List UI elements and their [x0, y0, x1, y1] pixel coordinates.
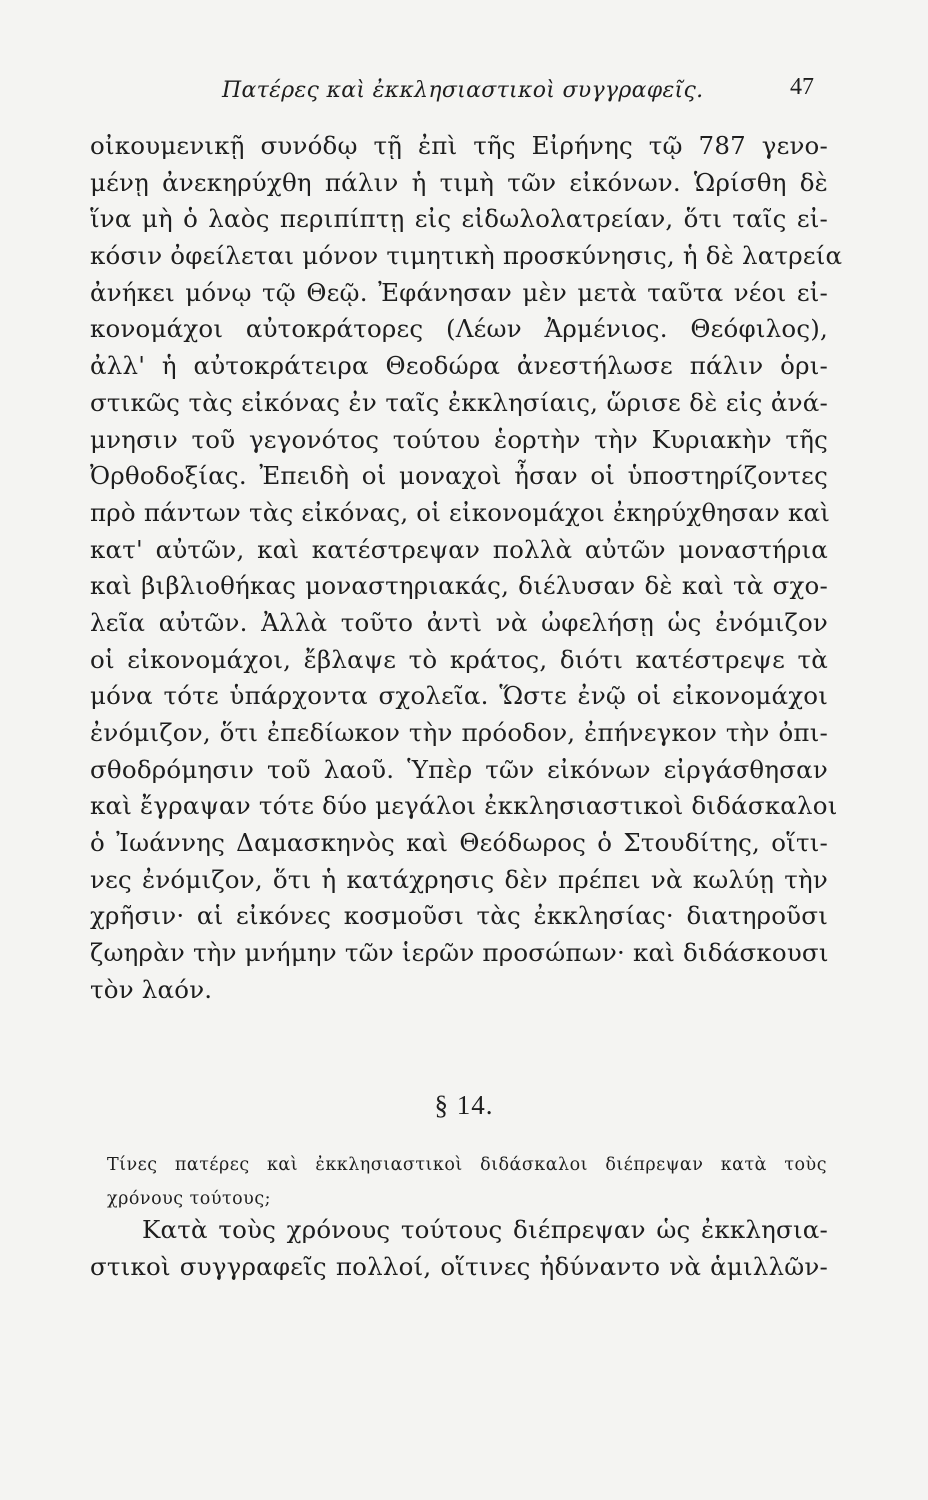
- text-line: τὸν λαόν.: [90, 974, 213, 1004]
- text-line: ἀλλ' ἡ αὐτοκράτειρα Θεοδώρα ἀνεστήλωσε πάλιν ὁρι-: [90, 351, 828, 381]
- text-line: ζωηρὰν τὴν μνήμην τῶν ἱερῶν προσώπων· καὶ διδάσκουσι: [90, 938, 829, 968]
- text-line: κόσιν ὀφείλεται μόνον τιμητικὴ προσκύνησις, ἡ δὲ λατρεία: [90, 241, 843, 271]
- text-line: πρὸ πάντων τὰς εἰκόνας, οἱ εἰκονομάχοι ἐκηρύχθησαν καὶ: [90, 497, 831, 527]
- section-heading: § 14.: [434, 1090, 494, 1120]
- page-header: [92, 74, 828, 114]
- text-line: οἰκουμενικῇ συνόδῳ τῇ ἐπὶ τῆς Εἰρήνης τῷ 787 γενο-: [90, 131, 828, 160]
- text-line: στικῶς τὰς εἰκόνας ἐν ταῖς ἐκκλησίαις, ὥρισε δὲ εἰς ἀνά-: [90, 387, 828, 417]
- body-paragraph: [90, 128, 843, 1009]
- text-line: μένῃ ἀνεκηρύχθη πάλιν ἡ τιμὴ τῶν εἰκόνων. Ὡρίσθη δὲ: [90, 167, 828, 197]
- text-line: στικοὶ συγγραφεῖς πολλοί, οἵτινες ἠδύναντο νὰ ἁμιλλῶν-: [90, 1251, 828, 1281]
- text-line: νες ἐνόμιζον, ὅτι ἡ κατάχρησις δὲν πρέπει νὰ κωλύῃ τὴν: [90, 864, 828, 894]
- text-line: καὶ βιβλιοθήκας μοναστηριακάς, διέλυσαν δὲ καὶ τὰ σχο-: [90, 571, 828, 601]
- text-line: σθοδρόμησιν τοῦ λαοῦ. Ὑπὲρ τῶν εἰκόνων εἰργάσθησαν: [90, 754, 828, 784]
- question-line: χρόνους τούτους;: [107, 1189, 272, 1209]
- text-line: κονομάχοι αὐτοκράτορες (Λέων Ἀρμένιος. Θεόφιλος),: [90, 314, 828, 344]
- text-line: Ὀρθοδοξίας. Ἐπειδὴ οἱ μοναχοὶ ἦσαν οἱ ὑποστηρίζοντες: [90, 461, 828, 491]
- text-line: ὁ Ἰωάννης Δαμασκηνὸς καὶ Θεόδωρος ὁ Στουδίτης, οἵτι-: [90, 828, 828, 858]
- question-line: Τίνες πατέρες καὶ ἐκκλησιαστικοὶ διδάσκαλοι διέπρεψαν κατὰ τοὺς: [107, 1155, 827, 1175]
- text-line: καὶ ἔγραψαν τότε δύο μεγάλοι ἐκκλησιαστικοὶ διδάσκαλοι: [90, 791, 838, 821]
- text-line: κατ' αὐτῶν, καὶ κατέστρεψαν πολλὰ αὐτῶν μοναστήρια: [90, 534, 828, 564]
- text-line: ἀνήκει μόνῳ τῷ Θεῷ. Ἐφάνησαν μὲν μετὰ ταῦτα νέοι εἰ-: [90, 277, 828, 307]
- text-line: μόνα τότε ὑπάρχοντα σχολεῖα. Ὥστε ἐνῷ οἱ εἰκονομάχοι: [90, 681, 828, 711]
- page-number: 47: [790, 74, 814, 100]
- text-line: μνησιν τοῦ γεγονότος τούτου ἑορτὴν τὴν Κυριακὴν τῆς: [90, 424, 828, 454]
- section-paragraph: [90, 1212, 828, 1285]
- text-line: οἱ εἰκονομάχοι, ἔβλαψε τὸ κράτος, διότι κατέστρεψε τὰ: [90, 644, 828, 674]
- text-line: ἐνόμιζον, ὅτι ἐπεδίωκον τὴν πρόοδον, ἐπήνεγκον τὴν ὀπι-: [90, 718, 828, 747]
- section-question: [107, 1148, 827, 1216]
- running-title: Πατέρες καὶ ἐκκλησιαστικοὶ συγγραφεῖς.: [222, 78, 704, 103]
- text-line: Κατὰ τοὺς χρόνους τούτους διέπρεψαν ὡς ἐκκλησια-: [142, 1215, 828, 1244]
- text-line: λεῖα αὐτῶν. Ἀλλὰ τοῦτο ἀντὶ νὰ ὠφελήσῃ ὡς ἐνόμιζον: [90, 607, 828, 637]
- text-line: ἵνα μὴ ὁ λαὸς περιπίπτῃ εἰς εἰδωλολατρείαν, ὅτι ταῖς εἰ-: [90, 204, 828, 234]
- text-line: χρῆσιν· αἱ εἰκόνες κοσμοῦσι τὰς ἐκκλησίας· διατηροῦσι: [90, 901, 828, 931]
